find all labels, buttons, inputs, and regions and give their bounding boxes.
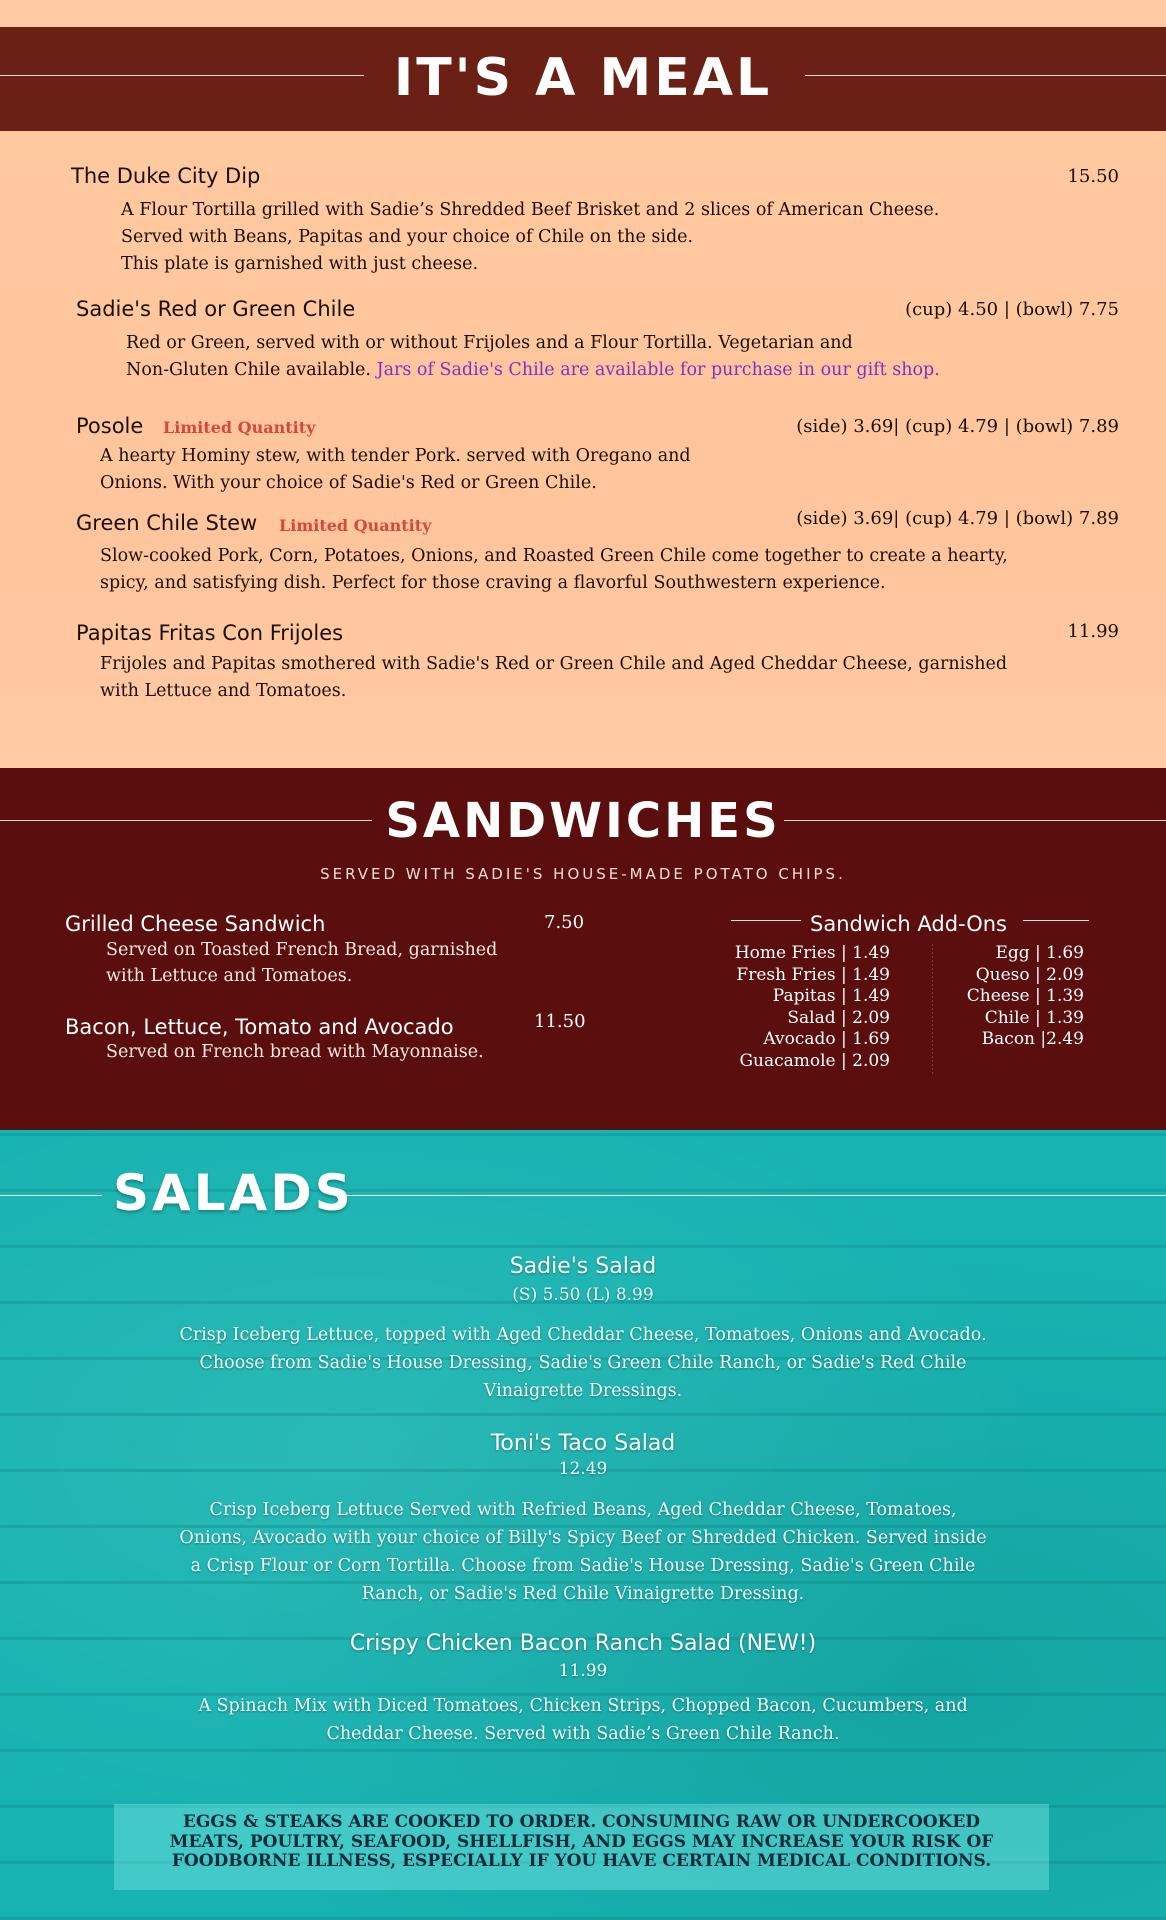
menu-item-name: The Duke City Dip: [71, 164, 261, 188]
limited-quantity-tag: Limited Quantity: [279, 516, 432, 535]
menu-item-name: Sadie's Red or Green Chile: [76, 297, 356, 321]
addon-item: Chile | 1.39: [984, 1007, 1084, 1028]
limited-quantity-tag: Limited Quantity: [163, 418, 316, 437]
addon-item: Salad | 2.09: [787, 1007, 890, 1028]
menu-item-name: Posole: [76, 414, 144, 438]
salad-item-name: Sadie's Salad: [509, 1254, 657, 1279]
salad-item-name: Crispy Chicken Bacon Ranch Salad (NEW!): [349, 1631, 817, 1656]
salad-item-name: Toni's Taco Salad: [490, 1431, 676, 1456]
food-safety-warning: EGGS & STEAKS ARE COOKED TO ORDER. CONSUMING RAW OR UNDERCOOKED MEATS, POULTRY, SEAFOOD, SHELLFISH, AND EGGS MAY INCREASE YOUR RISK OF FOODBORNE ILLNESS, ESPECIALLY IF YOU HAVE CERTAIN MEDICAL CONDITIONS.: [169, 1812, 994, 1871]
sandwich-item-description: Served on French bread with Mayonnaise.: [106, 1042, 484, 1062]
menu-item-price: 11.99: [1067, 621, 1119, 642]
addons-list-right: [967, 943, 1084, 1051]
sandwich-item-name: Grilled Cheese Sandwich: [65, 912, 326, 936]
menu-item-description: Frijoles and Papitas smothered with Sadie's Red or Green Chile and Aged Cheddar Cheese, garnished with Lettuce and Tomatoes.: [100, 654, 1008, 701]
salad-item-price: (S) 5.50 (L) 8.99: [512, 1285, 654, 1305]
addon-item: Avocado | 1.69: [763, 1029, 890, 1050]
sandwiches-subtitle: SERVED WITH SADIE'S HOUSE-MADE POTATO CHIPS.: [320, 865, 846, 883]
addons-title: Sandwich Add-Ons: [810, 912, 1007, 936]
gift-shop-note: Jars of Sadie's Chile are available for purchase in our gift shop.: [376, 360, 940, 380]
menu-item-price: (side) 3.69| (cup) 4.79 | (bowl) 7.89: [796, 508, 1119, 529]
salads-section-title: SALADS: [113, 1164, 354, 1222]
menu-item-name: Green Chile Stew: [76, 511, 258, 535]
menu-item-price: (side) 3.69| (cup) 4.79 | (bowl) 7.89: [796, 416, 1119, 437]
salad-item-description: Crisp Iceberg Lettuce, topped with Aged Cheddar Cheese, Tomatoes, Onions and Avocado. Choose from Sadie's House Dressing, Sadie's Green Chile Ranch, or Sadie's Red Chile Vinaigrette Dressings.: [179, 1325, 987, 1401]
top-band: [0, 0, 1166, 27]
addon-item: Egg | 1.69: [995, 943, 1084, 963]
salad-item-price: 11.99: [558, 1661, 608, 1681]
addons-list-left: [735, 943, 890, 1073]
addon-item: Home Fries | 1.49: [734, 943, 890, 963]
sandwich-item-price: 11.50: [534, 1011, 586, 1032]
menu-item-description: Red or Green, served with or without Frijoles and a Flour Tortilla. Vegetarian and Non-Gluten Chile available. Jars of Sadie's Chile are available for purchase in our gift shop.: [126, 333, 940, 380]
addons-divider: [932, 944, 933, 1076]
menu-item-description: A hearty Hominy stew, with tender Pork. served with Oregano and Onions. With your choice of Sadie's Red or Green Chile.: [100, 446, 691, 493]
addon-item: Queso | 2.09: [975, 964, 1084, 985]
sandwich-item-price: 7.50: [544, 912, 585, 933]
salad-item-price: 12.49: [558, 1459, 608, 1479]
menu-item-description: A Flour Tortilla grilled with Sadie’s Shredded Beef Brisket and 2 slices of American Cheese. Served with Beans, Papitas and your choice of Chile on the side. This plate is garnished with just cheese.: [121, 200, 940, 274]
salad-item-description: Crisp Iceberg Lettuce Served with Refried Beans, Aged Cheddar Cheese, Tomatoes, Onions, Avocado with your choice of Billy's Spicy Beef or Shredded Chicken. Served inside a Crisp Flour or Corn Tortilla. Choose from Sadie's House Dressing, Sadie's Green Chile Ranch, or Sadie's Red Chile Vinaigrette Dressing.: [179, 1500, 987, 1604]
salads-title-rule-right: [338, 1195, 1166, 1196]
addon-item: Guacamole | 2.09: [739, 1050, 890, 1071]
menu-item-price: (cup) 4.50 | (bowl) 7.75: [905, 299, 1119, 320]
addons-rule-right: [1023, 920, 1089, 921]
addon-item: Papitas | 1.49: [772, 986, 890, 1007]
salad-item-description: A Spinach Mix with Diced Tomatoes, Chicken Strips, Chopped Bacon, Cucumbers, and Cheddar Cheese. Served with Sadie’s Green Chile Ranch.: [198, 1696, 968, 1744]
addon-item: Fresh Fries | 1.49: [736, 964, 890, 985]
sandwich-item-description: Served on Toasted French Bread, garnished with Lettuce and Tomatoes.: [106, 940, 498, 986]
menu-item-price: 15.50: [1067, 166, 1119, 187]
sandwiches-section-title: SANDWICHES: [385, 793, 781, 849]
sandwich-item-name: Bacon, Lettuce, Tomato and Avocado: [65, 1015, 454, 1039]
addons-rule-left: [731, 920, 801, 921]
menu-item-description: Slow-cooked Pork, Corn, Potatoes, Onions, and Roasted Green Chile come together to create a hearty, spicy, and satisfying dish. Perfect for those craving a flavorful Southwestern experience.: [100, 546, 1008, 593]
addon-item: Bacon |2.49: [981, 1029, 1084, 1050]
meal-section-title: IT'S A MEAL: [393, 48, 773, 108]
menu-item-name: Papitas Fritas Con Frijoles: [76, 621, 344, 645]
addon-item: Cheese | 1.39: [966, 986, 1084, 1007]
salads-title-rule-left: [0, 1195, 102, 1196]
